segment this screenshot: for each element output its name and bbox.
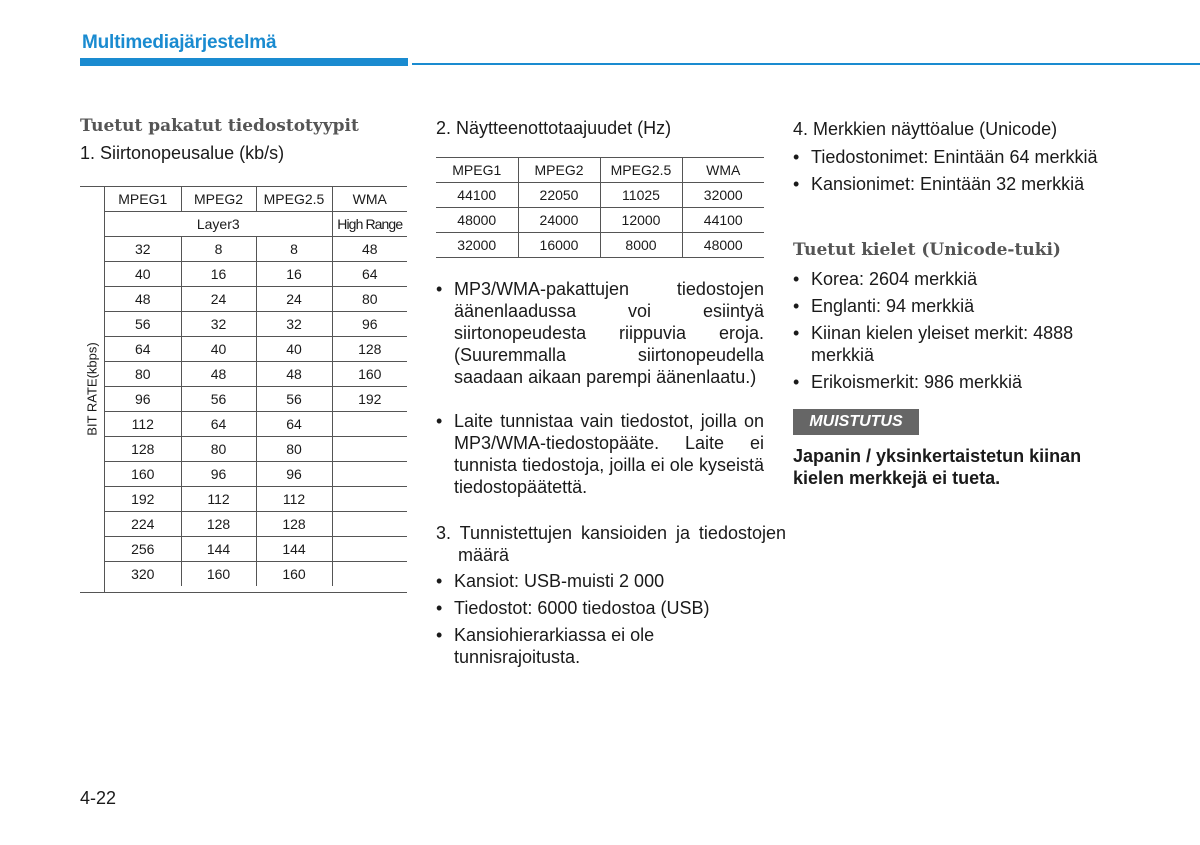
sampling-rate-table — [436, 157, 764, 258]
table-cell: 56 — [181, 387, 256, 412]
bitrate-table-container — [80, 186, 407, 593]
display-range-list — [793, 146, 1123, 195]
sampling-rate-table-body — [436, 158, 764, 258]
table-cell: 128 — [256, 512, 332, 537]
table-cell: 16 — [181, 262, 256, 287]
table-row — [105, 362, 407, 387]
table-cell: 160 — [256, 562, 332, 587]
table-cell: 8000 — [600, 233, 682, 258]
table-cell: 144 — [181, 537, 256, 562]
table-cell: 96 — [105, 387, 181, 412]
table-row — [105, 512, 407, 537]
table-row — [105, 462, 407, 487]
note-text: Japanin / yksinkertaistetun kiinan kielen merkkejä ei tueta. — [793, 446, 1082, 488]
table-cell: 48 — [256, 362, 332, 387]
table-cell: 80 — [332, 287, 407, 312]
table-cell: 40 — [105, 262, 181, 287]
column-header: WMA — [332, 187, 407, 212]
table-cell: 32000 — [682, 183, 764, 208]
bitrate-row-label-cell — [80, 187, 105, 592]
list-item: • Kansiohierarkiassa ei ole tunnisrajoitusta. — [436, 625, 655, 667]
table-cell: 56 — [256, 387, 332, 412]
languages-heading: Tuetut kielet (Unicode-tuki) — [793, 240, 1061, 260]
table-cell: 256 — [105, 537, 181, 562]
sampling-rates-title: 2. Näytteenottotaajuudet (Hz) — [436, 118, 672, 138]
table-cell: 96 — [256, 462, 332, 487]
table-cell: 224 — [105, 512, 181, 537]
table-cell: 80 — [105, 362, 181, 387]
table-row — [436, 233, 764, 258]
table-row — [105, 337, 407, 362]
table-cell: 64 — [105, 337, 181, 362]
table-row — [105, 412, 407, 437]
note-badge: MUISTUTUS — [793, 409, 919, 435]
column-header: WMA — [682, 158, 764, 183]
table-header-row — [436, 158, 764, 183]
table-row — [436, 183, 764, 208]
table-row — [105, 237, 407, 262]
table-cell — [332, 512, 407, 537]
list-item: • Englanti: 94 merkkiä — [793, 296, 975, 316]
table-row — [105, 537, 407, 562]
table-row — [105, 287, 407, 312]
table-cell: 160 — [105, 462, 181, 487]
table-row — [436, 208, 764, 233]
list-item: • Tiedostonimet: Enintään 64 merkkiä — [793, 147, 1098, 167]
table-cell: 24 — [181, 287, 256, 312]
table-cell: 112 — [181, 487, 256, 512]
extension-note — [436, 410, 764, 498]
table-cell: 24 — [256, 287, 332, 312]
table-cell: 80 — [256, 437, 332, 462]
high-range-header: High Range — [332, 212, 407, 237]
table-cell: 320 — [105, 562, 181, 587]
table-cell: 48 — [105, 287, 181, 312]
table-cell — [332, 487, 407, 512]
table-cell: 160 — [181, 562, 256, 587]
table-cell — [332, 462, 407, 487]
table-cell — [332, 412, 407, 437]
table-row — [105, 262, 407, 287]
table-cell: 44100 — [436, 183, 518, 208]
table-cell: 8 — [256, 237, 332, 262]
column-header: MPEG1 — [436, 158, 518, 183]
table-row — [105, 387, 407, 412]
table-cell: 128 — [332, 337, 407, 362]
table-header-row — [105, 187, 407, 212]
table-cell: 40 — [256, 337, 332, 362]
table-cell: 192 — [105, 487, 181, 512]
table-cell: 64 — [256, 412, 332, 437]
list-item: • Tiedostot: 6000 tiedostoa (USB) — [436, 598, 710, 618]
table-subheader-row — [105, 212, 407, 237]
quality-note — [436, 278, 764, 388]
column-header: MPEG2.5 — [256, 187, 332, 212]
column-header: MPEG2 — [518, 158, 600, 183]
table-row — [105, 562, 407, 587]
list-item: • Korea: 2604 merkkiä — [793, 269, 978, 289]
table-cell: 32000 — [436, 233, 518, 258]
list-item: • Kansiot: USB-muisti 2 000 — [436, 571, 665, 591]
languages-list — [793, 268, 1123, 393]
page-number: 4-22 — [80, 788, 117, 808]
table-row — [105, 437, 407, 462]
bitrate-table — [105, 187, 407, 586]
table-cell — [332, 437, 407, 462]
table-cell: 48 — [181, 362, 256, 387]
table-cell: 80 — [181, 437, 256, 462]
section-title: Multimediajärjestelmä — [82, 32, 277, 53]
column-header: MPEG2.5 — [600, 158, 682, 183]
table-cell: 16000 — [518, 233, 600, 258]
header-rule — [412, 63, 1200, 65]
table-cell: 112 — [256, 487, 332, 512]
display-range-title: 4. Merkkien näyttöalue (Unicode) — [793, 119, 1058, 139]
table-cell: 96 — [332, 312, 407, 337]
bitrate-subheading: 1. Siirtonopeusalue (kb/s) — [80, 143, 285, 163]
list-item: • Kansionimet: Enintään 32 merkkiä — [793, 174, 1085, 194]
table-cell: 8 — [181, 237, 256, 262]
table-cell: 40 — [181, 337, 256, 362]
layer3-header: Layer3 — [105, 212, 332, 237]
table-cell: 12000 — [600, 208, 682, 233]
table-cell — [332, 537, 407, 562]
table-cell: 144 — [256, 537, 332, 562]
table-cell: 96 — [181, 462, 256, 487]
bitrate-row-label: BIT RATE(kbps) — [84, 342, 100, 436]
folder-count-title: 3. Tunnistettujen kansioiden ja tiedostojen määrä — [436, 523, 786, 565]
table-cell: 64 — [332, 262, 407, 287]
table-cell: 64 — [181, 412, 256, 437]
header-bar — [80, 58, 408, 66]
table-cell — [332, 562, 407, 587]
table-cell: 22050 — [518, 183, 600, 208]
table-cell: 11025 — [600, 183, 682, 208]
table-cell: 128 — [181, 512, 256, 537]
table-cell: 44100 — [682, 208, 764, 233]
table-cell: 32 — [256, 312, 332, 337]
table-cell: 160 — [332, 362, 407, 387]
table-cell: 56 — [105, 312, 181, 337]
table-cell: 128 — [105, 437, 181, 462]
table-cell: 32 — [181, 312, 256, 337]
table-cell: 112 — [105, 412, 181, 437]
table-cell: 16 — [256, 262, 332, 287]
table-cell: 48 — [332, 237, 407, 262]
table-row — [105, 487, 407, 512]
list-item: • Laite tunnistaa vain tiedostot, joilla on MP3/WMA-tiedostopääte. Laite ei tunnista tiedostoja, joilla ei ole kyseistä tiedostopäätettä. — [436, 411, 764, 497]
compressed-formats-heading: Tuetut pakatut tiedostotyypit — [80, 116, 359, 136]
table-row — [105, 312, 407, 337]
table-cell: 32 — [105, 237, 181, 262]
bitrate-table-body — [105, 187, 407, 586]
table-cell: 24000 — [518, 208, 600, 233]
folder-count-list — [436, 570, 764, 668]
list-item: • Kiinan kielen yleiset merkit: 4888 merkkiä — [793, 323, 1074, 365]
column-header: MPEG2 — [181, 187, 256, 212]
list-item: • MP3/WMA-pakattujen tiedostojen äänenlaadussa voi esiintyä siirtonopeudesta riippuvia eroja. (Suuremmalla siirtonopeudella saadaan aikaan parempi äänenlaatu.) — [436, 279, 764, 387]
table-cell: 48000 — [436, 208, 518, 233]
table-cell: 48000 — [703, 237, 743, 253]
column-header: MPEG1 — [105, 187, 181, 212]
list-item: • Erikoismerkit: 986 merkkiä — [793, 372, 1023, 392]
table-cell: 192 — [332, 387, 407, 412]
